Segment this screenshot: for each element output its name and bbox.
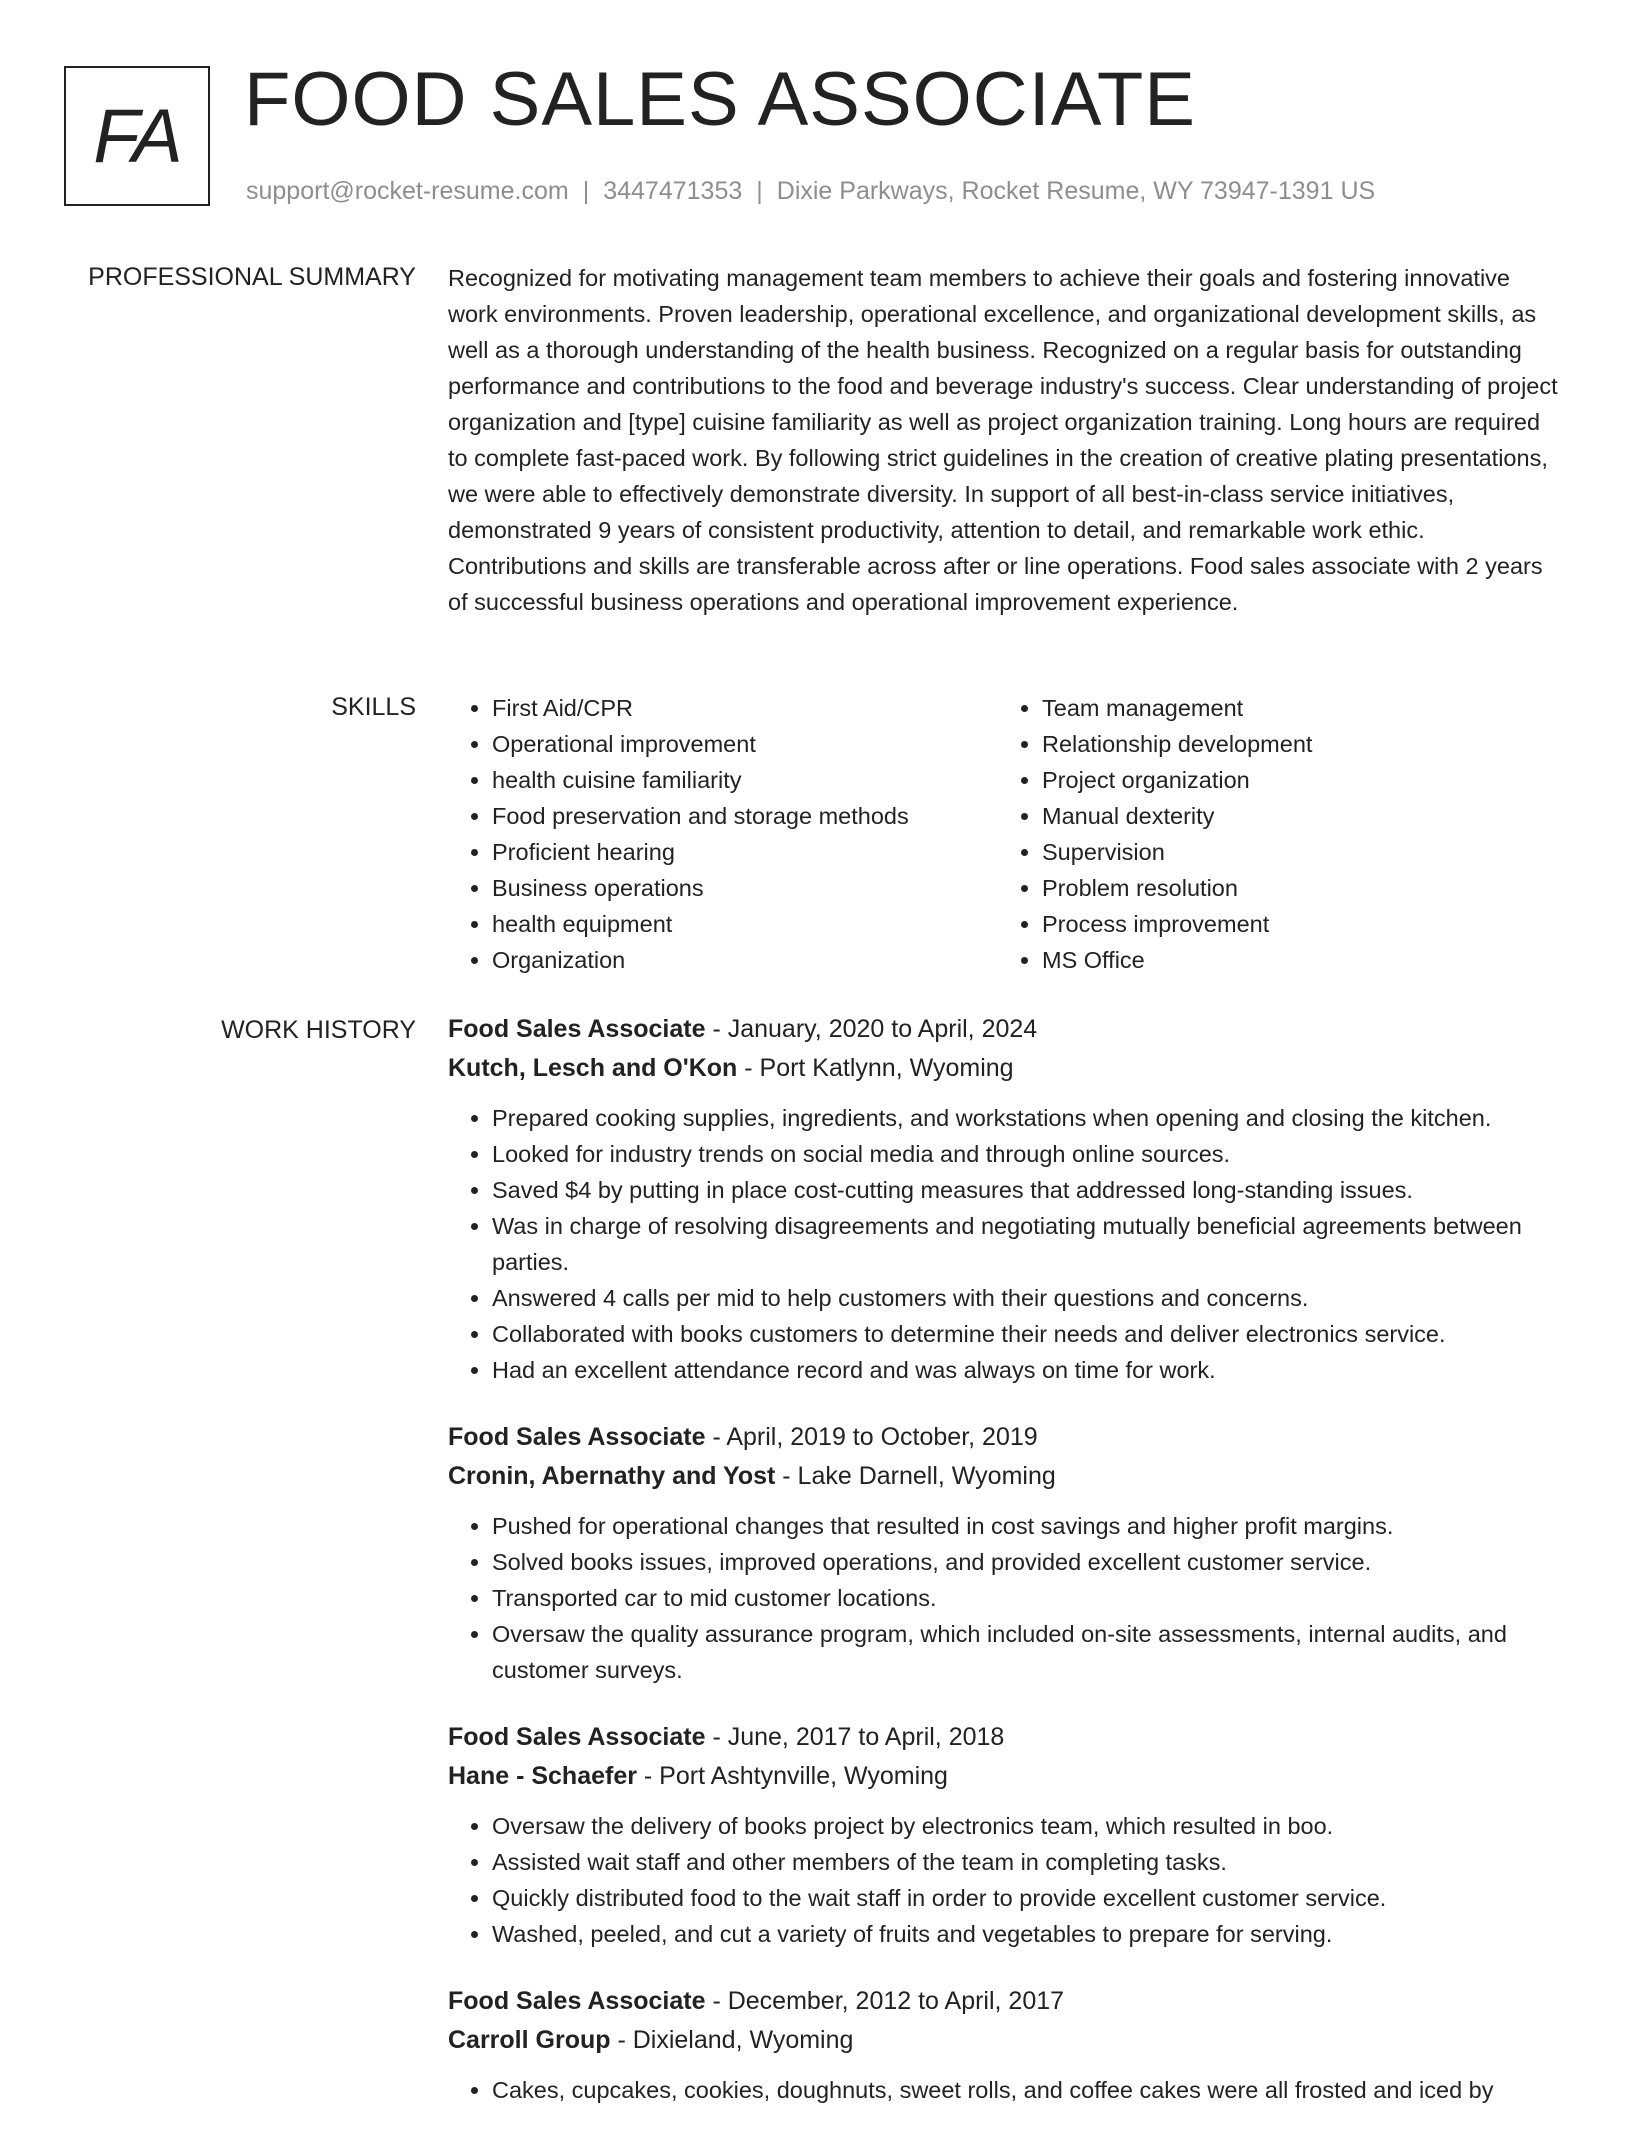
job-bullets xyxy=(448,1808,1564,1952)
job-location: - Dixieland, Wyoming xyxy=(610,2026,854,2054)
job-bullets xyxy=(448,1100,1564,1388)
skills-column-left xyxy=(448,690,998,978)
summary-heading: PROFESSIONAL SUMMARY xyxy=(88,263,416,291)
skills-section xyxy=(448,690,1564,978)
skill-item: • MS Office xyxy=(1042,942,1548,978)
candidate-name: FOOD SALES ASSOCIATE xyxy=(244,57,1196,142)
skills-list xyxy=(448,690,998,978)
job-dates: - April, 2019 to October, 2019 xyxy=(705,1423,1038,1451)
job-bullet: • Transported car to mid customer locations. xyxy=(492,1580,1564,1616)
skill-item: • Supervision xyxy=(1042,834,1548,870)
skills-list xyxy=(998,690,1548,978)
job-entry xyxy=(448,1982,1564,2108)
contact-separator: | xyxy=(582,177,590,205)
skill-item: • Manual dexterity xyxy=(1042,798,1548,834)
skill-item: • Team management xyxy=(1042,690,1548,726)
job-company-line xyxy=(448,1757,1564,1796)
skill-item: • health cuisine familiarity xyxy=(492,762,998,798)
skill-item: • Proficient hearing xyxy=(492,834,998,870)
job-bullet: • Washed, peeled, and cut a variety of fruits and vegetables to prepare for serving. xyxy=(492,1916,1564,1952)
job-title: Food Sales Associate xyxy=(448,1723,706,1751)
job-bullet: • Cakes, cupcakes, cookies, doughnuts, sweet rolls, and coffee cakes were all frosted and iced by xyxy=(492,2072,1564,2108)
skill-item: • Process improvement xyxy=(1042,906,1548,942)
job-title: Food Sales Associate xyxy=(448,1015,706,1043)
job-bullet: • Had an excellent attendance record and was always on time for work. xyxy=(492,1352,1564,1388)
job-location: - Port Katlynn, Wyoming xyxy=(737,1054,1014,1082)
job-bullet: • Collaborated with books customers to determine their needs and deliver electronics service. xyxy=(492,1316,1564,1352)
job-company-line xyxy=(448,1457,1564,1496)
job-entry xyxy=(448,1010,1564,1388)
job-company-line xyxy=(448,1049,1564,1088)
skill-item: • Food preservation and storage methods xyxy=(492,798,998,834)
job-bullets xyxy=(448,2072,1564,2108)
contact-line xyxy=(246,174,1375,208)
summary-section xyxy=(448,260,1564,620)
job-bullet: • Assisted wait staff and other members of the team in completing tasks. xyxy=(492,1844,1564,1880)
job-title-line xyxy=(448,1982,1564,2021)
skill-item: • Organization xyxy=(492,942,998,978)
job-bullets xyxy=(448,1508,1564,1688)
job-dates: - June, 2017 to April, 2018 xyxy=(705,1723,1005,1751)
skill-item: • First Aid/CPR xyxy=(492,690,998,726)
job-bullet: • Saved $4 by putting in place cost-cutting measures that addressed long-standing issues. xyxy=(492,1172,1564,1208)
job-title: Food Sales Associate xyxy=(448,1423,706,1451)
skill-item: • Project organization xyxy=(1042,762,1548,798)
job-dates: - January, 2020 to April, 2024 xyxy=(705,1015,1038,1043)
job-location: - Lake Darnell, Wyoming xyxy=(775,1462,1056,1490)
job-company: Hane - Schaefer xyxy=(448,1762,637,1790)
job-title-line xyxy=(448,1418,1564,1457)
skill-item: • Relationship development xyxy=(1042,726,1548,762)
skills-column-right xyxy=(998,690,1548,978)
job-bullet: • Solved books issues, improved operations, and provided excellent customer service. xyxy=(492,1544,1564,1580)
job-bullet: • Oversaw the delivery of books project by electronics team, which resulted in boo. xyxy=(492,1808,1564,1844)
contact-separator: | xyxy=(756,177,763,205)
contact-address: Dixie Parkways, Rocket Resume, WY 73947-1391 US xyxy=(776,177,1376,205)
job-title: Food Sales Associate xyxy=(448,1987,706,2015)
job-title-line xyxy=(448,1010,1564,1049)
contact-email[interactable]: support@rocket-resume.com xyxy=(246,177,569,205)
skill-item: • Operational improvement xyxy=(492,726,998,762)
job-company: Cronin, Abernathy and Yost xyxy=(448,1462,776,1490)
job-entry xyxy=(448,1418,1564,1688)
work-history-section xyxy=(448,1010,1564,2138)
job-dates: - December, 2012 to April, 2017 xyxy=(705,1987,1065,2015)
skill-item: • Problem resolution xyxy=(1042,870,1548,906)
job-title-line xyxy=(448,1718,1564,1757)
job-company: Kutch, Lesch and O'Kon xyxy=(448,1054,738,1082)
work-history-heading: WORK HISTORY xyxy=(221,1016,416,1044)
job-bullet: • Answered 4 calls per mid to help customers with their questions and concerns. xyxy=(492,1280,1564,1316)
job-bullet: • Pushed for operational changes that resulted in cost savings and higher profit margins. xyxy=(492,1508,1564,1544)
job-bullet: • Was in charge of resolving disagreements and negotiating mutually beneficial agreements between parties. xyxy=(492,1208,1564,1280)
job-entry xyxy=(448,1718,1564,1952)
skill-item: • Business operations xyxy=(492,870,998,906)
job-bullet: • Looked for industry trends on social media and through online sources. xyxy=(492,1136,1564,1172)
skill-item: • health equipment xyxy=(492,906,998,942)
job-bullet: • Quickly distributed food to the wait staff in order to provide excellent customer service. xyxy=(492,1880,1564,1916)
contact-phone[interactable]: 3447471353 xyxy=(603,177,743,205)
monogram-logo: FA xyxy=(64,66,210,206)
summary-text: Recognized for motivating management team members to achieve their goals and fostering innovative work environments. Proven leadership, operational excellence, and organizational development skills, as well as a thorough understanding of the health business. Recognized on a regular basis for outstanding performance and contributions to the food and beverage industry's success. Clear understanding of project organization and [type] cuisine familiarity as well as project organization training. Long hours are required to complete fast-paced work. By following strict guidelines in the creation of creative plating presentations, we were able to effectively demonstrate diversity. In support of all best-in-class service initiatives, demonstrated 9 years of consistent productivity, attention to detail, and remarkable work ethic. Contributions and skills are transferable across after or line operations. Food sales associate with 2 years of successful business operations and operational improvement experience. xyxy=(448,265,1558,615)
job-company-line xyxy=(448,2021,1564,2060)
job-company: Carroll Group xyxy=(448,2026,611,2054)
job-location: - Port Ashtynville, Wyoming xyxy=(636,1762,948,1790)
job-bullet: • Prepared cooking supplies, ingredients, and workstations when opening and closing the kitchen. xyxy=(492,1100,1564,1136)
job-bullet: • Oversaw the quality assurance program, which included on-site assessments, internal audits, and customer surveys. xyxy=(492,1616,1564,1688)
skills-heading: SKILLS xyxy=(331,693,416,721)
